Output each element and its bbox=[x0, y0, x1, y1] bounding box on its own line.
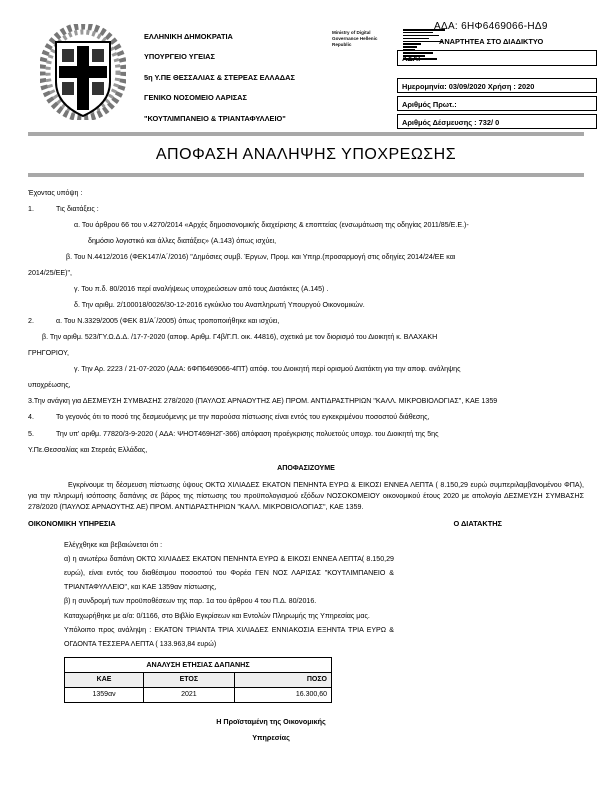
document-body bbox=[14, 177, 598, 746]
item-2a-text: α. Του Ν.3329/2005 (ΦΕΚ 81/Α΄/2005) όπως τροποποιήθηκε και ισχύει, bbox=[56, 317, 280, 326]
ministry-digital-governance-stamp bbox=[332, 30, 392, 49]
item-2 bbox=[28, 317, 584, 327]
item-2c-cont: υποχρέωσης, bbox=[28, 381, 71, 390]
item-1b-cont: 2014/25/ΕΕ)", bbox=[28, 268, 72, 277]
ada-code-top: ΑΔΑ: 6ΗΦ6469066-ΗΔ9 bbox=[434, 21, 548, 32]
diataktis-label: Ο ΔΙΑΤΑΚΤΗΣ bbox=[453, 518, 502, 528]
item-5 bbox=[28, 430, 584, 440]
organization-block bbox=[144, 32, 344, 134]
remaining-balance-note: Υπόλοιπο προς ανάληψη : ΕΚΑΤΟΝ ΤΡΙΑΝΤΑ ΤΡΙΑ ΧΙΛΙΑΔΕΣ ΕΝΝΙΑΚΟΣΙΑ ΕΞΗΝΤΑ ΤΡΙΑ ΕΥΡΩ & ΟΓΔΟΝΤΑ ΤΕΣΣΕΡΑ ΛΕΠΤΑ ( 133.963,84 ευρώ) bbox=[64, 625, 394, 648]
cell-kae: 1359αν bbox=[65, 688, 144, 703]
item-1-text: Τις διατάξεις : bbox=[56, 204, 99, 213]
item-4-number: 4. bbox=[28, 413, 34, 422]
cell-amount: 16.300,60 bbox=[234, 688, 331, 703]
intro-line: Έχοντας υπόψη : bbox=[28, 188, 83, 197]
item-1-number: 1. bbox=[28, 204, 34, 213]
commitment-number-field-box: Αριθμός Δέσμευσης : 732/ 0 bbox=[397, 114, 597, 129]
org-line-ministry-republic: ΕΛΛΗΝΙΚΗ ΔΗΜΟΚΡΑΤΙΑ bbox=[144, 32, 233, 41]
verification-clause-a: α) η ανωτέρω δαπάνη ΟΚΤΩ ΧΙΛΙΑΔΕΣ ΕΚΑΤΟΝ ΠΕΝΗΝΤΑ ΕΥΡΩ & ΕΙΚΟΣΙ ΕΝΝΕΑ ΛΕΠΤΑ( 8.150,29 ευρώ), είναι εντός του διαθέσιμου ποσοστού του Φορέα ΓΕΝ ΝΟΣ ΛΑΡΙΣΑΣ "ΚΟΥΤΛΙΜΠΑΝΕΙΟ & ΤΡΙΑΝΤΑΦΥΛΛΕΙΟ", και ΚΑΕ 1359αν πίστωσης, bbox=[64, 554, 394, 592]
org-line-hospital-name: "ΚΟΥΤΛΙΜΠΑΝΕΙΟ & ΤΡΙΑΝΤΑΦΥΛΛΕΙΟ" bbox=[144, 113, 286, 123]
item-3: 3.Την ανάγκη για ΔΕΣΜΕΥΣΗ ΣΥΜΒΑΣΗΣ 278/2020 (ΠΑΥΛΟΣ ΑΡΝΑΟΥΤΗΣ ΑΕ) ΠΡΟΜ. ΑΝΤΙΔΡΑΣΤΗΡΙΩΝ "ΚΑΛΛ. ΜΙΚΡΟΒΙΟΛΟΓΙΑΣ", ΚΑΕ 1359 bbox=[28, 397, 498, 406]
item-4-text: Το γεγονός ότι το ποσό της δεσμευόμενης με την παρούσα πίστωσης είναι εντός του εγκεκριμένου ποσοστού διάθεσης, bbox=[56, 413, 430, 422]
ada-field-box: ΑΔΑ: bbox=[397, 50, 597, 66]
item-1a-cont: δημόσιο λογιστικό και άλλες διατάξεις» (Α.143) όπως ισχύει, bbox=[88, 236, 277, 245]
decision-heading: ΑΠΟΦΑΣΙΖΟΥΜΕ bbox=[277, 464, 335, 473]
signature-headings-row bbox=[28, 519, 584, 529]
item-1d: δ. Την αριθμ. 2/100018/0026/30-12-2016 εγκύκλιο του Αναπληρωτή Υπουργού Οικονομικών. bbox=[74, 301, 365, 310]
item-1 bbox=[28, 205, 584, 215]
table-header-row bbox=[65, 673, 332, 688]
verification-clause-b: β) η συνδρομή των προϋποθέσεων της παρ. 1α του άρθρου 4 του Π.Δ. 80/2016. bbox=[64, 597, 317, 606]
item-2b-cont: ΓΡΗΓΟΡΙΟΥ, bbox=[28, 349, 69, 358]
decision-paragraph: Εγκρίνουμε τη δέσμευση πίστωσης ύψους ΟΚΤΩ ΧΙΛΙΑΔΕΣ ΕΚΑΤΟΝ ΠΕΝΗΝΤΑ ΕΥΡΩ & ΕΙΚΟΣΙ ΕΝΝΕΑ ΛΕΠΤΑ ( 8.150,29 ευρώ συμπεριλαμβανομένου ΦΠΑ), για την πληρωμή ισόποσης δαπάνης σε βάρος της πίστωσης του προϋπολογισμού εξόδων ΝΟΣΟΚΟΜΕΙΟΥ οικονομικού έτους 2020 με απολογία ΔΕΣΜΕΥΣΗ ΣΥΜΒΑΣΗΣ 278/2020 (ΠΑΥΛΟΣ ΑΡΝΑΟΥΤΗΣ ΑΕ) ΠΡΟΜ. ΑΝΤΙΔΡΑΣΤΗΡΙΩΝ "ΚΑΛΛ. ΜΙΚΡΟΒΙΟΛΟΓΙΑΣ", ΚΑΕ 1359. bbox=[28, 480, 584, 511]
item-4 bbox=[28, 413, 584, 423]
cell-year: 2021 bbox=[144, 688, 234, 703]
org-line-health-region: 5η Υ.ΠΕ ΘΕΣΣΑΛΙΑΣ & ΣΤΕΡΕΑΣ ΕΛΛΑΔΑΣ bbox=[144, 72, 295, 82]
item-2-number: 2. bbox=[28, 317, 34, 326]
column-header-amount: ΠΟΣΟ bbox=[234, 673, 331, 688]
annual-expense-table bbox=[64, 657, 332, 703]
footer-signature-line-1: Η Προϊσταμένη της Οικονομικής bbox=[216, 717, 326, 727]
item-2b: β. Την αριθμ. 523/ΓΥ.Ω.Δ.Δ. /17-7-2020 (αποφ. Αριθμ. Γ4β/Γ.Π. οικ. 44816), σχετικά με τον διορισμό του Διοικητή κ. ΒΛΑΧΑΚΗ bbox=[42, 333, 438, 342]
header-field-boxes bbox=[397, 50, 597, 132]
protocol-number-field-box: Αριθμός Πρωτ.: bbox=[397, 96, 597, 111]
column-header-kae: ΚΑΕ bbox=[65, 673, 144, 688]
item-5-text: Την υπ' αριθμ. 77820/3-9-2020 ( ΑΔΑ: ΨΗΟΤ469Η2Γ-366) απόφαση προέγκρισης πολυετούς υποχρ. του Διοικητή της 5ης bbox=[56, 429, 439, 438]
anartitea-label: ΑΝΑΡΤΗΤΕΑ ΣΤΟ ΔΙΑΔΙΚΤΥΟ bbox=[439, 37, 544, 46]
table-caption: ΑΝΑΛΥΣΗ ΕΤΗΣΙΑΣ ΔΑΠΑΝΗΣ bbox=[65, 658, 332, 673]
org-line-ministry-health: ΥΠΟΥΡΓΕΙΟ ΥΓΕΙΑΣ bbox=[144, 52, 215, 62]
item-5-number: 5. bbox=[28, 429, 34, 438]
column-header-year: ΕΤΟΣ bbox=[144, 673, 234, 688]
org-line-hospital: ΓΕΝΙΚΟ ΝΟΣΟΜΕΙΟ ΛΑΡΙΣΑΣ bbox=[144, 93, 247, 103]
registration-note: Καταχωρήθηκε με α/α: 0/1166, στο Βιβλίο Εγκρίσεων και Εντολών Πληρωμής της Υπηρεσίας μας. bbox=[64, 611, 370, 620]
ministry-digital-governance-label: Ministry of Digital Governance Hellenic Republic bbox=[332, 30, 378, 48]
page-title: ΑΠΟΦΑΣΗ ΑΝΑΛΗΨΗΣ ΥΠΟΧΡΕΩΣΗΣ bbox=[155, 146, 457, 163]
item-5-cont: Υ.Πε.Θεσσαλίας και Στερεάς Ελλάδας, bbox=[28, 445, 148, 454]
verification-intro: Ελέγχθηκε και βεβαιώνεται ότι : bbox=[64, 540, 163, 549]
financial-service-label: ΟΙΚΟΝΟΜΙΚΗ ΥΠΗΡΕΣΙΑ bbox=[28, 518, 116, 528]
verification-block bbox=[64, 538, 584, 652]
item-1b: β. Του Ν.4412/2016 (ΦΕΚ147/Α΄/2016) "Δημόσιες συμβ. Έργων, Προμ. και Υπηρ.(προσαρμογή στις οδηγίες 2014/24/ΕΕ και bbox=[66, 252, 456, 261]
document-header bbox=[14, 12, 598, 130]
item-1c: γ. Του π.δ. 80/2016 περί αναλήψεως υποχρεώσεων από τους Διατάκτες (Α.145) . bbox=[74, 284, 329, 293]
item-1a: α. Του άρθρου 66 του ν.4270/2014 «Αρχές δημοσιονομικής διαχείρισης & εποπτείας (ενσωμάτωση της οδηγίας 2011/85/Ε.Ε.)- bbox=[74, 220, 469, 229]
footer-signature-block bbox=[28, 714, 584, 746]
date-field-box: Ημερομηνία: 03/09/2020 Χρήση : 2020 bbox=[397, 78, 597, 93]
table-row bbox=[65, 688, 332, 703]
item-2c: γ. Την Αρ. 2223 / 21-07-2020 (ΑΔΑ: 6ΦΠ6469066-4ΠΤ) απόφ. του Διοικητή περί ορισμού Διατάκτη για την αποφ. ανάληψης bbox=[74, 365, 461, 374]
table-caption-row bbox=[65, 658, 332, 673]
greek-coat-of-arms-emblem bbox=[40, 24, 126, 120]
footer-signature-line-2: Υπηρεσίας bbox=[252, 733, 290, 742]
